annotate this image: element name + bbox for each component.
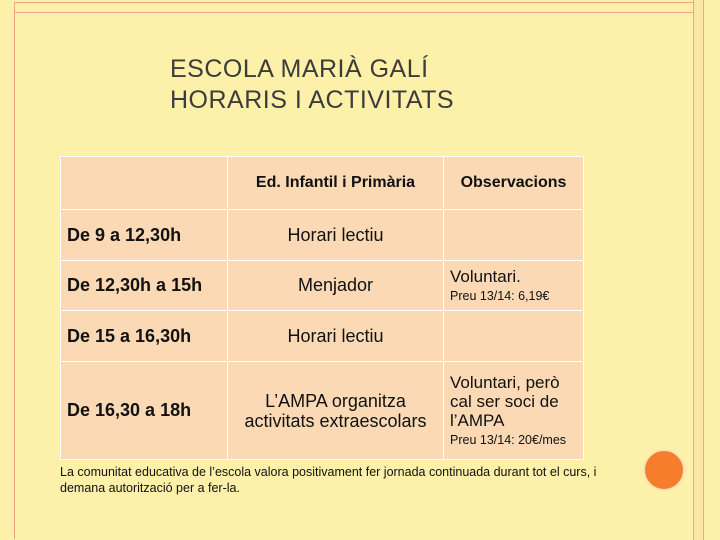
- obs-main: Voluntari, però cal ser soci de l’AMPA: [450, 373, 560, 430]
- row-observations: [444, 311, 584, 362]
- row-observations: [444, 261, 584, 311]
- obs-main: Voluntari.: [450, 267, 521, 286]
- row-activity: Horari lectiu: [228, 311, 444, 362]
- table-row: [61, 210, 584, 261]
- table-row: [61, 261, 584, 311]
- schedule-table: [60, 156, 584, 460]
- row-observations: [444, 362, 584, 460]
- page-title: [170, 54, 454, 116]
- row-time: De 12,30h a 15h: [61, 261, 228, 311]
- title-line-2: HORARIS I ACTIVITATS: [170, 86, 455, 114]
- table-row: [61, 362, 584, 460]
- decorative-circle-icon: [643, 449, 685, 491]
- row-activity: L’AMPA organitza activitats extraescolars: [228, 362, 444, 460]
- header-activity: Ed. Infantil i Primària: [228, 157, 444, 210]
- obs-note: Preu 13/14: 6,19€: [450, 289, 550, 303]
- row-activity: Menjador: [228, 261, 444, 311]
- table-header-row: [61, 157, 584, 210]
- row-time: De 16,30 a 18h: [61, 362, 228, 460]
- header-observations: Observacions: [444, 157, 584, 210]
- title-line-1: ESCOLA MARIÀ GALÍ: [170, 55, 429, 83]
- footnote: La comunitat educativa de l’escola valora positivament fer jornada continuada durant tot el curs, i demana autorització per a fer-la.: [60, 465, 597, 495]
- row-time: De 15 a 16,30h: [61, 311, 228, 362]
- row-activity: Horari lectiu: [228, 210, 444, 261]
- row-time: De 9 a 12,30h: [61, 210, 228, 261]
- slide-frame-top: [14, 2, 694, 13]
- slide-frame-right-band: [693, 0, 704, 540]
- row-observations: [444, 210, 584, 261]
- header-time: [61, 157, 228, 210]
- table-row: [61, 311, 584, 362]
- obs-note: Preu 13/14: 20€/mes: [450, 433, 567, 447]
